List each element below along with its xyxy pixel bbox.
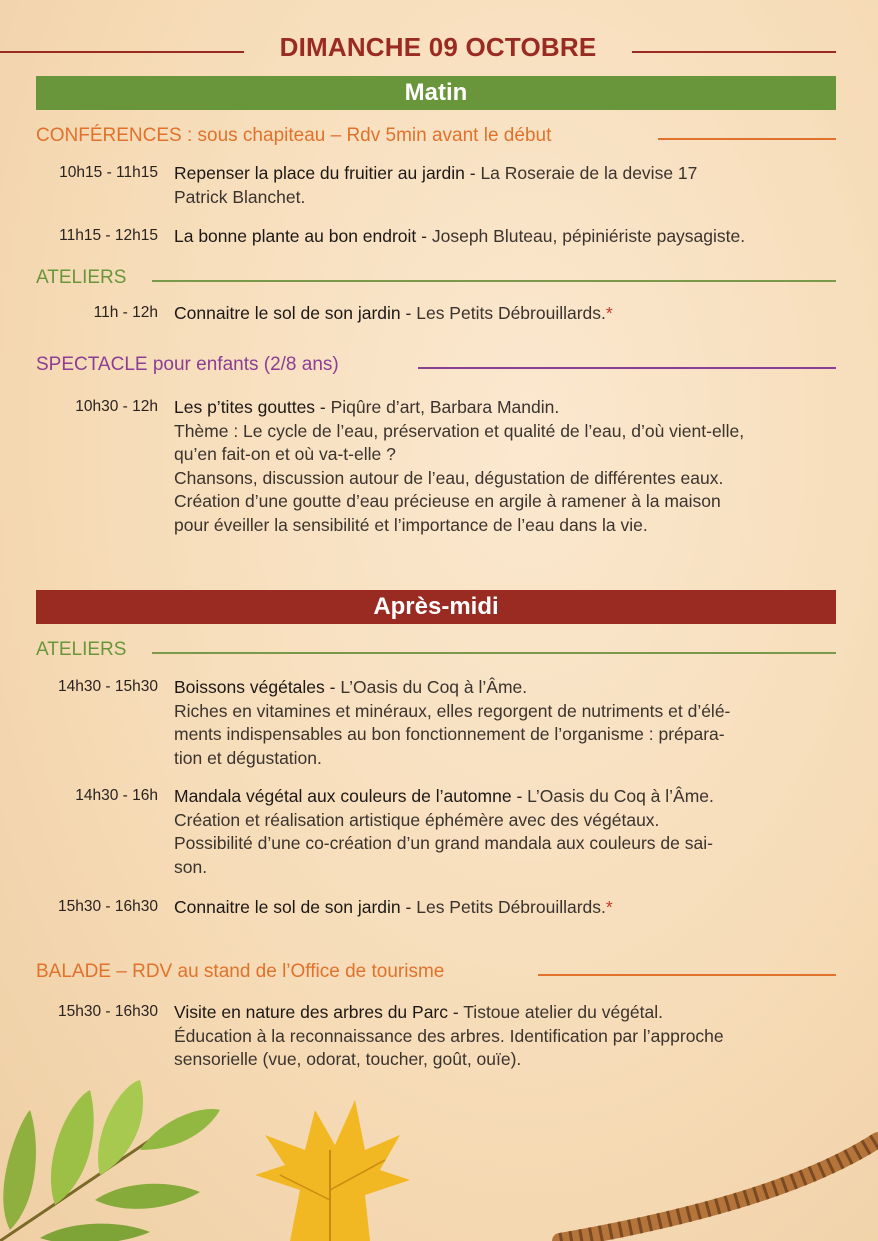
event-sep: - — [511, 786, 528, 806]
morning-ateliers-heading — [36, 267, 836, 293]
event-time: 15h30 - 16h30 — [58, 898, 158, 915]
day-header — [0, 32, 878, 72]
event-detail-line: sensorielle (vue, odorat, toucher, goût, ouïe). — [174, 1049, 522, 1069]
event-title: Boissons végétales — [174, 677, 325, 697]
event-time: 14h30 - 16h — [75, 787, 158, 804]
event-speaker: Les Petits Débrouillards. — [416, 897, 606, 917]
event-detail-line: qu’en fait-on et où va-t-elle ? — [174, 444, 396, 464]
asterisk-mark: * — [605, 303, 613, 323]
event-detail-line: son. — [174, 856, 208, 877]
event-time: 15h30 - 16h30 — [58, 1003, 158, 1020]
spectacle-heading — [36, 354, 836, 380]
afternoon-ateliers-heading — [36, 639, 836, 665]
event-sep: - — [315, 397, 331, 417]
yellow-maple-leaf-illustration — [255, 1100, 410, 1241]
event-detail-line: pour éveiller la sensibilité et l’importance de l’eau dans la vie. — [174, 514, 648, 535]
event-title: Connaitre le sol de son jardin — [174, 303, 401, 323]
event-detail-line: ments indispensables au bon fonctionnement de l’organisme : prépara- — [174, 724, 725, 744]
event-sep: - — [448, 1002, 464, 1022]
header-rule-left — [0, 51, 244, 53]
event-speaker: Tistoue atelier du végétal. — [463, 1002, 664, 1022]
morning-ateliers-heading-label: ATELIERS — [36, 267, 127, 288]
event-speaker: Piqûre d’art, Barbara Mandin. — [330, 397, 560, 417]
event-sep: - — [400, 897, 417, 917]
conferences-heading — [36, 125, 836, 151]
conferences-rule — [658, 138, 836, 140]
spectacle-rule — [418, 367, 836, 369]
event-title: La bonne plante au bon endroit — [174, 226, 417, 246]
event-detail-line: Chansons, discussion autour de l’eau, dégustation de différentes eaux. — [174, 467, 724, 488]
balade-rule — [538, 974, 836, 976]
asterisk-mark: * — [605, 897, 613, 917]
autumn-decoration — [0, 1080, 878, 1241]
balade-heading-label: BALADE – RDV au stand de l’Office de tourisme — [36, 961, 445, 982]
afternoon-band: Après-midi — [36, 590, 836, 624]
green-leaves-illustration — [0, 1080, 220, 1241]
event-title: Mandala végétal aux couleurs de l’automne — [174, 786, 512, 806]
spectacle-heading-label: SPECTACLE pour enfants (2/8 ans) — [36, 354, 339, 375]
balade-heading — [36, 961, 836, 987]
morning-band: Matin — [36, 76, 836, 110]
event-detail-line: Création et réalisation artistique éphémère avec des végétaux. — [174, 809, 660, 830]
event-detail-line: Éducation à la reconnaissance des arbres. Identification par l’approche — [174, 1025, 724, 1046]
event-detail-line: Riches en vitamines et minéraux, elles regorgent de nutriments et d’élé- — [174, 700, 731, 721]
event-detail-line: Création d’une goutte d’eau précieuse en argile à ramener à la maison — [174, 491, 721, 511]
rope-illustration — [560, 1140, 878, 1241]
event-sep: - — [464, 163, 481, 183]
event-title: Repenser la place du fruitier au jardin — [174, 163, 465, 183]
event-sep: - — [400, 303, 417, 323]
event-speaker: L’Oasis du Coq à l’Âme. — [340, 677, 528, 697]
event-detail-line: Thème : Le cycle de l’eau, préservation et qualité de l’eau, d’où vient-elle, — [174, 420, 745, 441]
event-detail-line: Possibilité d’une co-création d’un grand mandala aux couleurs de sai- — [174, 833, 713, 853]
afternoon-ateliers-heading-label: ATELIERS — [36, 639, 127, 660]
day-title: DIMANCHE 09 OCTOBRE — [279, 32, 597, 62]
event-time: 10h15 - 11h15 — [59, 164, 158, 181]
event-speaker: Joseph Bluteau, pépiniériste paysagiste. — [431, 226, 746, 246]
morning-ateliers-rule — [152, 280, 836, 282]
header-rule-right — [632, 51, 836, 53]
conferences-heading-label: CONFÉRENCES : sous chapiteau – Rdv 5min avant le début — [36, 125, 552, 146]
event-detail-line: tion et dégustation. — [174, 747, 322, 768]
event-title: Les p’tites gouttes — [174, 397, 316, 417]
event-speaker: Les Petits Débrouillards. — [416, 303, 606, 323]
event-speaker: La Roseraie de la devise 17 — [480, 163, 698, 183]
event-sep: - — [416, 226, 432, 246]
event-title: Connaitre le sol de son jardin — [174, 897, 401, 917]
event-sep: - — [324, 677, 341, 697]
event-speaker: L’Oasis du Coq à l’Âme. — [527, 786, 714, 806]
afternoon-ateliers-rule — [152, 652, 836, 654]
event-title: Visite en nature des arbres du Parc — [174, 1002, 449, 1022]
event-time: 10h30 - 12h — [75, 398, 158, 415]
event-time: 11h - 12h — [93, 304, 158, 321]
event-time: 14h30 - 15h30 — [58, 678, 158, 695]
event-detail-line: Patrick Blanchet. — [174, 186, 306, 207]
event-time: 11h15 - 12h15 — [59, 227, 158, 244]
